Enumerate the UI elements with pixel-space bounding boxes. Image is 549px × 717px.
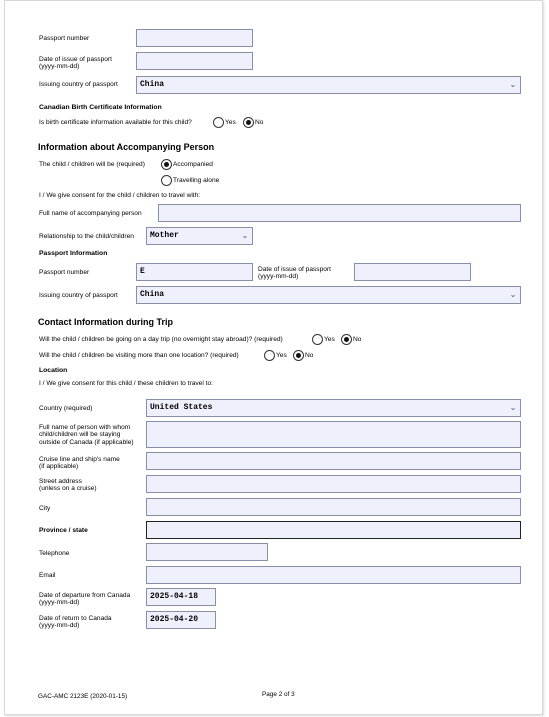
day-trip-yes-radio[interactable] — [312, 334, 323, 345]
accompany-consent-text: I / We give consent for the child / children to travel with: — [39, 192, 201, 199]
multi-location-question: Will the child / children be visiting more than one location? (required) — [39, 352, 239, 359]
acc-issuing-country-select[interactable] — [136, 286, 521, 304]
contact-heading: Contact Information during Trip — [38, 317, 173, 327]
chevron-down-icon: ⌄ — [509, 80, 517, 89]
telephone-field[interactable] — [146, 543, 268, 561]
acc-passport-number-field[interactable]: E — [136, 263, 253, 281]
relationship-label: Relationship to the child/children — [39, 233, 134, 240]
accompanying-name-field[interactable] — [158, 204, 521, 222]
accompaniment-label: The child / children will be (required) — [39, 161, 145, 168]
passport-number-label: Passport number — [39, 35, 90, 42]
accompanied-radio[interactable] — [161, 159, 172, 170]
city-field[interactable] — [146, 498, 521, 516]
form-page — [4, 0, 543, 715]
chevron-down-icon: ⌄ — [509, 290, 517, 299]
departure-date-label: Date of departure from Canada (yyyy-mm-dd) — [39, 592, 131, 607]
acc-date-issue-field[interactable] — [354, 263, 471, 281]
accompanied-label: Accompanied — [173, 161, 213, 168]
relationship-select[interactable] — [146, 227, 253, 245]
day-trip-no-radio[interactable] — [341, 334, 352, 345]
birth-cert-yes-radio[interactable] — [213, 117, 224, 128]
return-date-field[interactable]: 2025-04-20 — [146, 611, 216, 629]
city-label: City — [39, 505, 51, 512]
birth-cert-heading: Canadian Birth Certificate Information — [39, 104, 162, 111]
travelling-alone-label: Travelling alone — [173, 177, 220, 184]
return-date-label: Date of return to Canada (yyyy-mm-dd) — [39, 615, 112, 630]
chevron-down-icon: ⌄ — [241, 231, 249, 240]
day-trip-no-label: No — [353, 336, 362, 343]
cruise-field[interactable] — [146, 452, 521, 470]
multi-location-yes-label: Yes — [276, 352, 287, 359]
email-label: Email — [39, 572, 56, 579]
multi-location-no-radio[interactable] — [293, 350, 304, 361]
acc-issuing-country-value: China — [140, 290, 165, 299]
acc-passport-number-label: Passport number — [39, 269, 90, 276]
country-select[interactable] — [146, 399, 521, 417]
page-number: Page 2 of 3 — [262, 691, 295, 698]
accompanying-name-label: Full name of accompanying person — [39, 210, 142, 217]
telephone-label: Telephone — [39, 550, 70, 557]
chevron-down-icon: ⌄ — [509, 403, 517, 412]
street-address-field[interactable] — [146, 475, 521, 493]
form-id: GAC-AMC 2123E (2020-01-15) — [38, 693, 128, 700]
host-person-field[interactable] — [146, 421, 521, 448]
cruise-label: Cruise line and ship's name (if applicable) — [39, 456, 120, 471]
acc-date-issue-label: Date of issue of passport (yyyy-mm-dd) — [258, 266, 331, 281]
passport-number-field[interactable] — [136, 29, 253, 47]
country-label: Country (required) — [39, 405, 93, 412]
birth-cert-question: Is birth certificate information available for this child? — [39, 119, 192, 126]
street-address-label: Street address (unless on a cruise) — [39, 478, 97, 493]
issuing-country-label: Issuing country of passport — [39, 81, 118, 88]
email-field[interactable] — [146, 566, 521, 584]
host-person-label: Full name of person with whom child/children will be staying outside of Canada (if applicable) — [39, 424, 134, 446]
date-issue-label: Date of issue of passport (yyyy-mm-dd) — [39, 56, 112, 71]
birth-cert-no-label: No — [255, 119, 264, 126]
departure-date-field[interactable]: 2025-04-18 — [146, 588, 216, 606]
location-heading: Location — [39, 367, 68, 374]
travelling-alone-radio[interactable] — [161, 175, 172, 186]
province-state-field[interactable] — [146, 521, 521, 539]
country-value: United States — [150, 403, 213, 412]
multi-location-no-label: No — [305, 352, 314, 359]
multi-location-yes-radio[interactable] — [264, 350, 275, 361]
issuing-country-select[interactable] — [136, 76, 521, 94]
birth-cert-yes-label: Yes — [225, 119, 236, 126]
relationship-value: Mother — [150, 231, 179, 240]
province-state-label: Province / state — [39, 527, 88, 534]
issuing-country-value: China — [140, 80, 165, 89]
acc-issuing-country-label: Issuing country of passport — [39, 292, 118, 299]
date-issue-field[interactable] — [136, 52, 253, 70]
accompanying-heading: Information about Accompanying Person — [38, 142, 215, 152]
day-trip-question: Will the child / children be going on a day trip (no overnight stay abroad)? (required) — [39, 336, 283, 343]
day-trip-yes-label: Yes — [324, 336, 335, 343]
passport-info-heading: Passport Information — [39, 250, 108, 257]
birth-cert-no-radio[interactable] — [243, 117, 254, 128]
location-consent-text: I / We give consent for this child / these children to travel to: — [39, 380, 213, 387]
